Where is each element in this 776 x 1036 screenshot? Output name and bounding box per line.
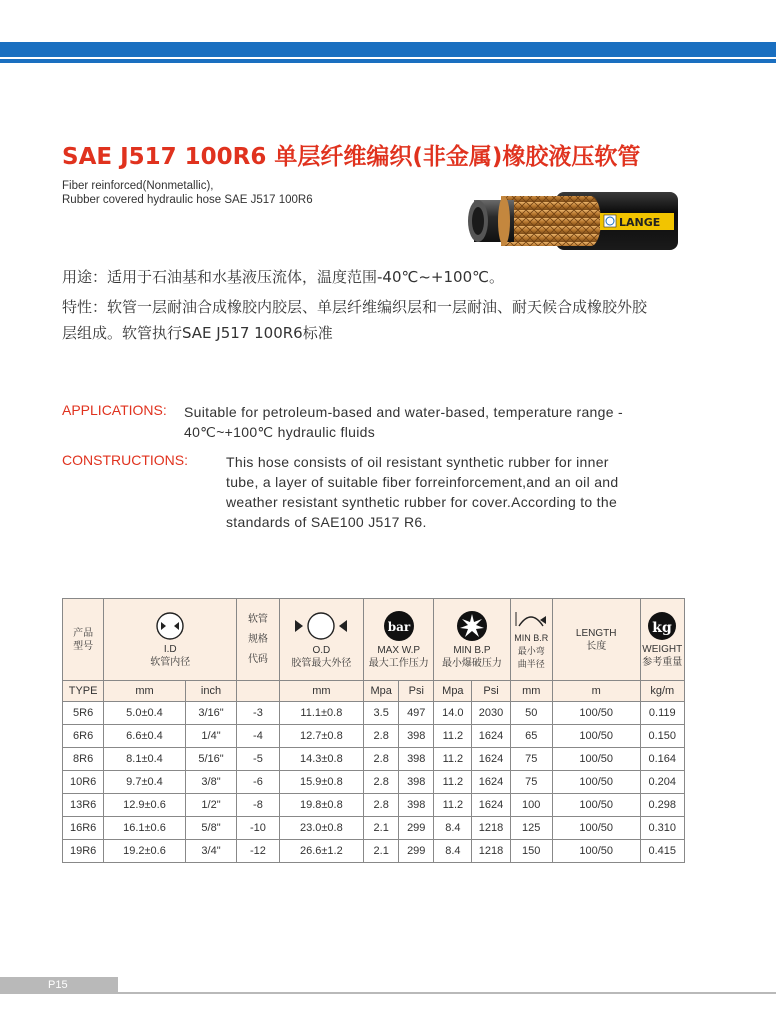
weight-icon — [646, 611, 678, 641]
bar-icon-text: bar — [387, 619, 410, 634]
table-cell: 0.150 — [640, 725, 684, 748]
table-cell: 11.2 — [434, 771, 472, 794]
header-burst-pressure: MIN B.P 最小爆破压力 — [434, 599, 510, 681]
page-number: P15 — [0, 977, 118, 994]
applications-label: APPLICATIONS: — [62, 402, 167, 418]
header-dash-code: 软管 规格 代码 — [237, 599, 279, 681]
table-cell: -8 — [237, 794, 279, 817]
table-cell: 2.8 — [364, 771, 399, 794]
table-row — [63, 771, 685, 794]
burst-icon — [455, 610, 489, 642]
table-cell: 3/16" — [185, 702, 237, 725]
table-row — [63, 702, 685, 725]
table-cell: 8.1±0.4 — [104, 748, 185, 771]
applications-line-1: Suitable for petroleum-based and water-based, temperature range - — [184, 404, 623, 420]
table-cell: 23.0±0.8 — [279, 817, 364, 840]
table-cell: 100/50 — [552, 702, 640, 725]
table-cell: 13R6 — [63, 794, 104, 817]
table-cell: 11.1±0.8 — [279, 702, 364, 725]
inner-diameter-icon — [155, 611, 185, 641]
table-cell: 5/16" — [185, 748, 237, 771]
features-text-line-2: 层组成。软管执行SAE J517 100R6标准 — [62, 324, 333, 342]
table-cell: -10 — [237, 817, 279, 840]
unit-cell: TYPE — [63, 681, 104, 702]
table-cell: 2.8 — [364, 725, 399, 748]
table-cell: 19.2±0.6 — [104, 840, 185, 863]
table-cell: 1624 — [472, 725, 510, 748]
table-cell: 398 — [399, 771, 434, 794]
table-cell: 100/50 — [552, 725, 640, 748]
table-cell: 12.9±0.6 — [104, 794, 185, 817]
table-cell: 10R6 — [63, 771, 104, 794]
header-length: LENGTH 长度 — [552, 599, 640, 681]
unit-cell: Psi — [472, 681, 510, 702]
features-text-line-1: 特性：软管一层耐油合成橡胶内胶层、单层纤维编织层和一层耐油、耐天候合成橡胶外胶 — [62, 298, 648, 316]
table-cell: 2030 — [472, 702, 510, 725]
table-cell: 75 — [510, 748, 552, 771]
outer-diameter-icon — [291, 610, 351, 642]
pressure-gauge-icon — [382, 610, 416, 642]
table-cell: 100/50 — [552, 748, 640, 771]
table-cell: 1624 — [472, 794, 510, 817]
table-cell: 16R6 — [63, 817, 104, 840]
applications-text — [184, 402, 714, 442]
table-cell: 11.2 — [434, 748, 472, 771]
footer-rule — [118, 992, 776, 994]
header-id: I.D 软管内径 — [104, 599, 237, 681]
unit-cell: mm — [510, 681, 552, 702]
header-od: O.D 胶管最大外径 — [279, 599, 364, 681]
table-cell: 2.1 — [364, 840, 399, 863]
table-cell: 100/50 — [552, 817, 640, 840]
table-cell: 3/8" — [185, 771, 237, 794]
table-cell: 5/8" — [185, 817, 237, 840]
table-cell: 12.7±0.8 — [279, 725, 364, 748]
table-cell: 150 — [510, 840, 552, 863]
table-cell: 3/4" — [185, 840, 237, 863]
unit-cell: kg/m — [640, 681, 684, 702]
table-cell: 14.0 — [434, 702, 472, 725]
table-cell: 15.9±0.8 — [279, 771, 364, 794]
table-cell: 65 — [510, 725, 552, 748]
page-title: SAE J517 100R6 单层纤维编织(非金属)橡胶液压软管 — [62, 144, 641, 170]
table-cell: 1624 — [472, 771, 510, 794]
constructions-line-4: standards of SAE100 J517 R6. — [226, 514, 427, 530]
table-cell: 100/50 — [552, 794, 640, 817]
table-cell: 50 — [510, 702, 552, 725]
table-cell: -12 — [237, 840, 279, 863]
table-cell: 398 — [399, 748, 434, 771]
constructions-line-3: weather resistant synthetic rubber for cover.According to the — [226, 494, 618, 510]
table-cell: 3.5 — [364, 702, 399, 725]
table-cell: 0.415 — [640, 840, 684, 863]
table-cell: 0.164 — [640, 748, 684, 771]
table-cell: 6R6 — [63, 725, 104, 748]
constructions-text — [226, 452, 706, 532]
usage-text: 用途：适用于石油基和水基液压流体，温度范围-40℃~+100℃。 — [62, 268, 504, 286]
subtitle-line-2: Rubber covered hydraulic hose SAE J517 100R6 — [62, 194, 313, 206]
table-row — [63, 794, 685, 817]
table-cell: 75 — [510, 771, 552, 794]
table-cell: 0.298 — [640, 794, 684, 817]
subtitle-line-1: Fiber reinforced(Nonmetallic), — [62, 180, 214, 192]
table-cell: -3 — [237, 702, 279, 725]
table-body — [63, 702, 685, 863]
table-cell: 0.310 — [640, 817, 684, 840]
unit-cell: m — [552, 681, 640, 702]
header-type: 产品 型号 — [63, 599, 104, 681]
table-row — [63, 725, 685, 748]
unit-cell: Mpa — [364, 681, 399, 702]
header-working-pressure: bar MAX W.P 最大工作压力 — [364, 599, 434, 681]
table-cell: 100/50 — [552, 840, 640, 863]
table-row — [63, 748, 685, 771]
table-cell: 9.7±0.4 — [104, 771, 185, 794]
table-unit-row — [63, 681, 685, 702]
table-cell: 497 — [399, 702, 434, 725]
table-cell: -6 — [237, 771, 279, 794]
table-cell: 299 — [399, 840, 434, 863]
table-cell: 1/2" — [185, 794, 237, 817]
table-cell: 1624 — [472, 748, 510, 771]
header-weight: kg WEIGHT 参考重量 — [640, 599, 684, 681]
table-cell: 5.0±0.4 — [104, 702, 185, 725]
table-cell: 1/4" — [185, 725, 237, 748]
constructions-label: CONSTRUCTIONS: — [62, 452, 188, 468]
header-stripe-thin — [0, 59, 776, 63]
table-cell: 0.204 — [640, 771, 684, 794]
unit-cell: Psi — [399, 681, 434, 702]
table-cell: 1218 — [472, 840, 510, 863]
table-cell: 14.3±0.8 — [279, 748, 364, 771]
table-cell: 2.8 — [364, 748, 399, 771]
table-cell: 2.8 — [364, 794, 399, 817]
table-cell: 398 — [399, 725, 434, 748]
table-cell: 5R6 — [63, 702, 104, 725]
table-cell: 0.119 — [640, 702, 684, 725]
table-cell: 16.1±0.6 — [104, 817, 185, 840]
table-cell: 26.6±1.2 — [279, 840, 364, 863]
table-header-row — [63, 599, 685, 681]
table-cell: 1218 — [472, 817, 510, 840]
spec-table — [62, 598, 685, 863]
unit-cell: mm — [279, 681, 364, 702]
table-cell: 19R6 — [63, 840, 104, 863]
table-cell: 8.4 — [434, 840, 472, 863]
table-cell: 19.8±0.8 — [279, 794, 364, 817]
table-cell: 299 — [399, 817, 434, 840]
table-cell: 8R6 — [63, 748, 104, 771]
applications-line-2: 40℃~+100℃ hydraulic fluids — [184, 424, 376, 440]
kg-icon-text: kg — [652, 619, 673, 636]
table-row — [63, 817, 685, 840]
hose-brand-text: LANGE — [619, 216, 661, 229]
table-cell: 100/50 — [552, 771, 640, 794]
table-cell: 2.1 — [364, 817, 399, 840]
unit-cell: inch — [185, 681, 237, 702]
table-cell: 125 — [510, 817, 552, 840]
table-row — [63, 840, 685, 863]
unit-cell — [237, 681, 279, 702]
constructions-line-1: This hose consists of oil resistant synthetic rubber for inner — [226, 454, 609, 470]
table-cell: 6.6±0.4 — [104, 725, 185, 748]
table-cell: 8.4 — [434, 817, 472, 840]
bend-radius-icon — [513, 608, 549, 630]
table-cell: 11.2 — [434, 794, 472, 817]
unit-cell: mm — [104, 681, 185, 702]
table-cell: 100 — [510, 794, 552, 817]
header-bend-radius: MIN B.R 最小弯 曲半径 — [510, 599, 552, 681]
table-cell: 11.2 — [434, 725, 472, 748]
unit-cell: Mpa — [434, 681, 472, 702]
table-cell: 398 — [399, 794, 434, 817]
product-subtitle — [62, 179, 313, 207]
constructions-line-2: tube, a layer of suitable fiber forreinforcement,and an oil and — [226, 474, 619, 490]
header-stripe-thick — [0, 42, 776, 57]
table-cell: -4 — [237, 725, 279, 748]
hose-image — [466, 186, 680, 256]
table-cell: -5 — [237, 748, 279, 771]
